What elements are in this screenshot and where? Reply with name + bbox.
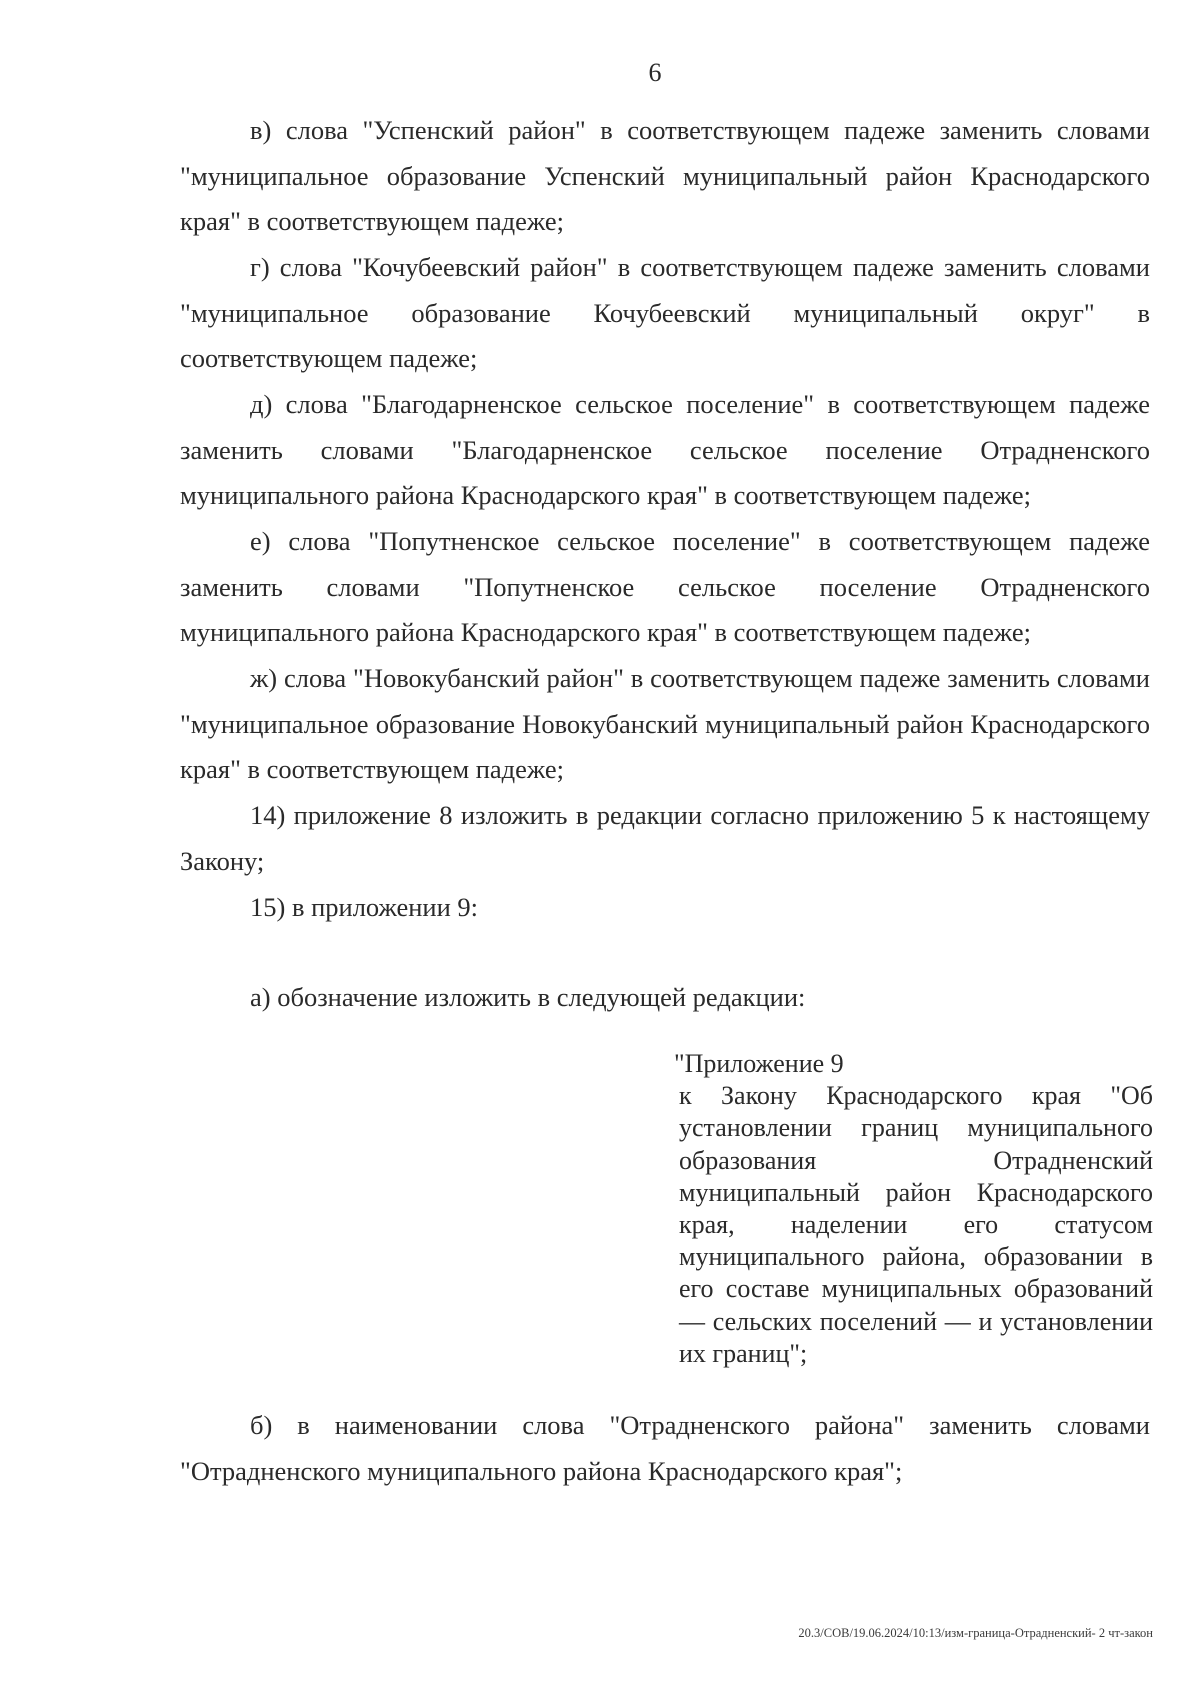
paragraph-v: в) слова "Успенский район" в соответствующем падеже заменить словами "муниципальное образование Успенский муниципальный район Краснодарского края" в соответствующем падеже; [180, 115, 1150, 236]
page-number: 6 [648, 58, 662, 87]
document-footer: 20.3/СОВ/19.06.2024/10:13/изм-граница-Отрадненский- 2 чт-закон [798, 1626, 1153, 1640]
paragraph-zh: ж) слова "Новокубанский район" в соответствующем падеже заменить словами "муниципальное образование Новокубанский муниципальный район Краснодарского края" в соответствующем падеже; [180, 663, 1150, 784]
appendix-text: к Закону Краснодарского края "Об установлении границ муниципального образования Отрадненский муниципальный район Краснодарского края, наделении его статусом муниципального района, образовании в его составе муниципальных образований — сельских поселений — и установлении их границ"; [679, 1081, 1153, 1368]
paragraph-14: 14) приложение 8 изложить в редакции согласно приложению 5 к настоящему Закону; [180, 800, 1150, 876]
appendix-designation [674, 1048, 1153, 1370]
paragraph-e: е) слова "Попутненское сельское поселение" в соответствующем падеже заменить словами "Попутненское сельское поселение Отрадненского муниципального района Краснодарского края" в соответствующем падеже; [180, 526, 1150, 647]
paragraph-g: г) слова "Кочубеевский район" в соответствующем падеже заменить словами "муниципальное образование Кочубеевский муниципальный округ" в соответствующем падеже; [180, 252, 1150, 373]
appendix-title: "Приложение 9 [674, 1049, 844, 1078]
paragraph-d: д) слова "Благодарненское сельское поселение" в соответствующем падеже заменить словами "Благодарненское сельское поселение Отрадненского муниципального района Краснодарского края" в соответствующем падеже; [180, 389, 1150, 510]
paragraph-a: а) обозначение изложить в следующей редакции: [250, 982, 806, 1012]
paragraph-b: б) в наименовании слова "Отрадненского района" заменить словами "Отрадненского муниципального района Краснодарского края"; [180, 1410, 1150, 1486]
paragraph-15: 15) в приложении 9: [250, 892, 479, 922]
